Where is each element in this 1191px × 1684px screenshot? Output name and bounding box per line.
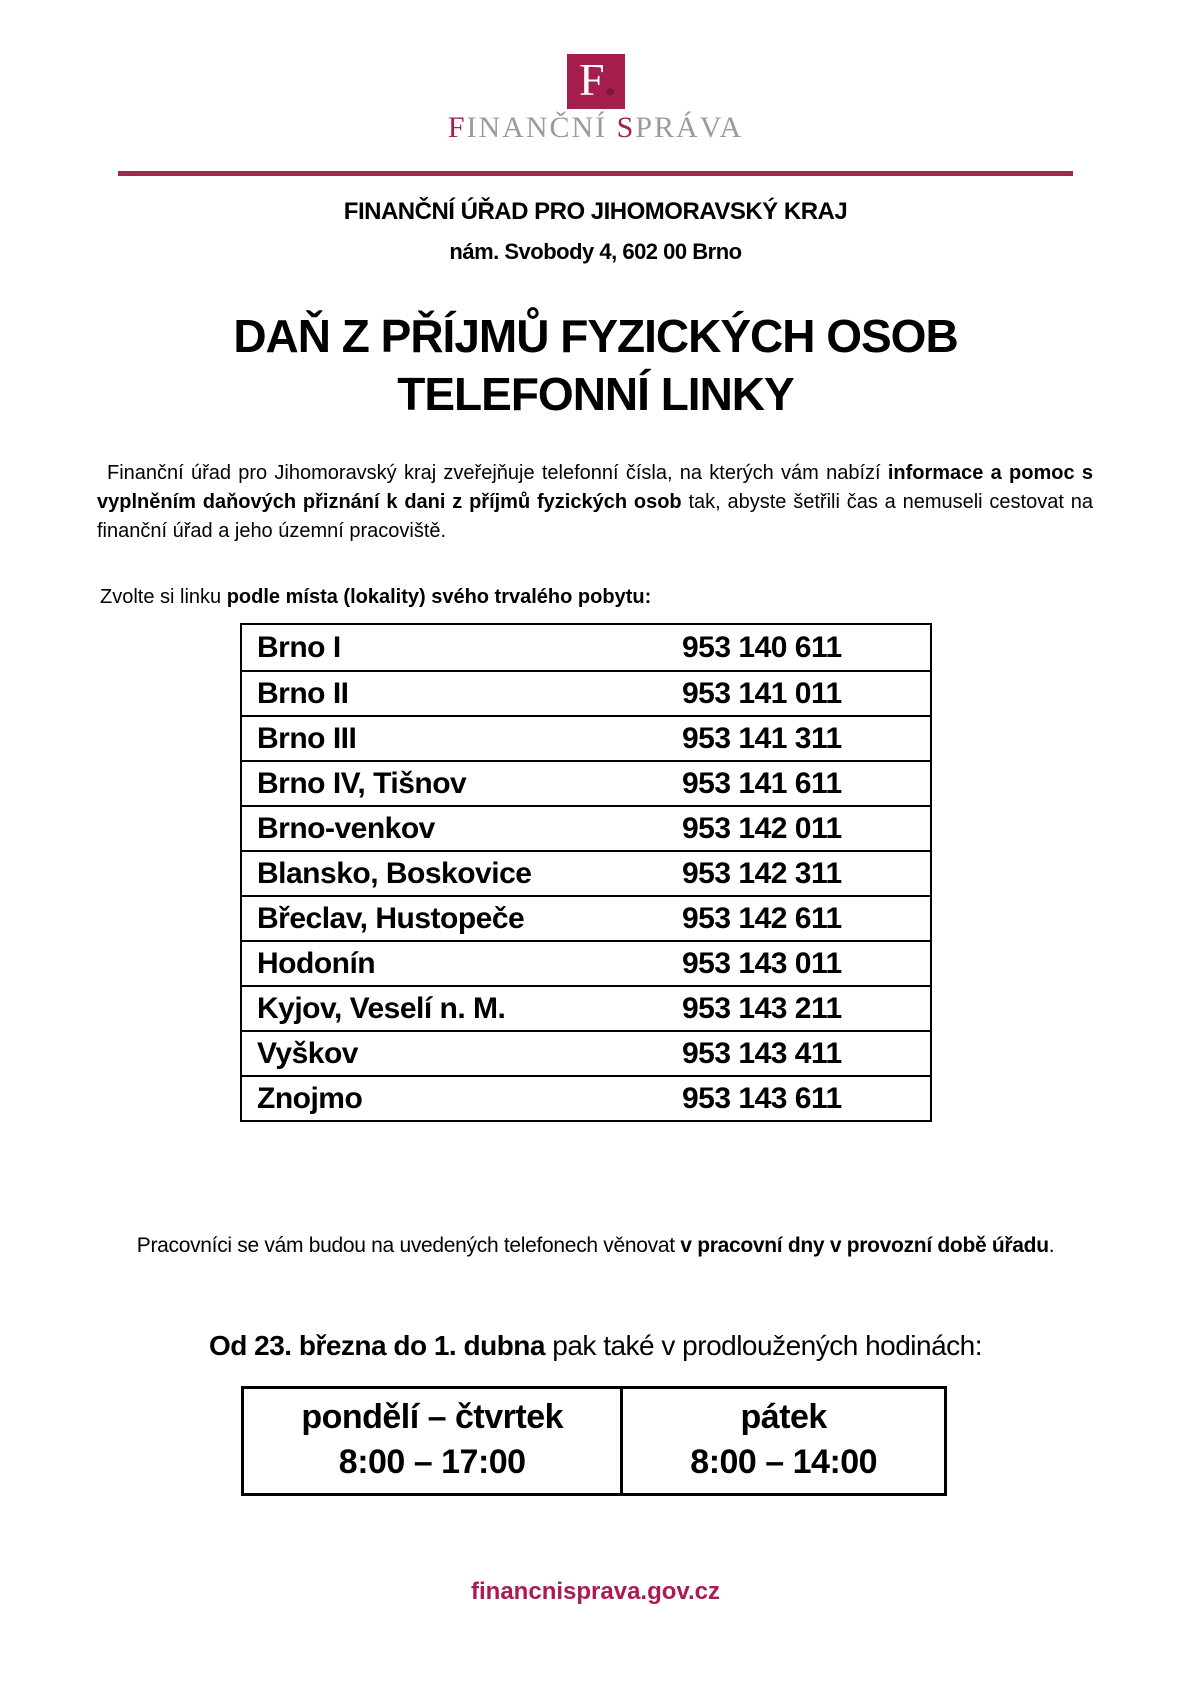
extended-hours-note: Od 23. března do 1. dubna pak také v prodloužených hodinách: [208,1330,983,1361]
phone-cell: 953 142 011 [682,811,842,845]
weekdays-hours: 8:00 – 17:00 [338,1443,526,1481]
office-address: nám. Svobody 4, 602 00 Brno [449,239,742,264]
table-row [242,895,930,940]
location-cell: Vyškov [257,1036,358,1070]
table-row [242,985,930,1030]
hours-table [241,1386,947,1496]
logo-letter: F [578,54,605,105]
phone-cell: 953 143 411 [682,1036,842,1070]
phone-cell: 953 143 011 [682,946,842,980]
hours-cell-friday [623,1389,944,1493]
table-row [242,625,930,670]
location-cell: Brno IV, Tišnov [257,766,467,800]
location-cell: Břeclav, Hustopeče [257,901,525,935]
intro-paragraph: Finanční úřad pro Jihomoravský kraj zveřejňuje telefonní čísla, na kterých vám nabízí informace a pomoc s vyplněním daňových přiznání k dani z příjmů fyzických osob tak, abyste šetřili čas a nemuseli cestovat na finanční úřad a jeho územní pracoviště. [97,462,1094,542]
table-row [242,1030,930,1075]
table-row [242,715,930,760]
staff-note: Pracovníci se vám budou na uvedených telefonech věnovat v pracovní dny v provozní době úřadu. [136,1234,1055,1257]
weekdays-label: pondělí – čtvrtek [301,1398,564,1436]
page-title-line-2: TELEFONNÍ LINKY [397,368,794,420]
friday-hours: 8:00 – 14:00 [690,1443,878,1481]
phone-lines-table [240,623,932,1122]
location-cell: Hodonín [257,946,376,980]
table-row [242,1075,930,1120]
phone-cell: 953 143 611 [682,1081,842,1115]
table-row [242,805,930,850]
phone-cell: 953 142 611 [682,901,842,935]
location-cell: Brno I [257,630,341,664]
table-row [242,760,930,805]
friday-label: pátek [740,1398,827,1436]
phone-cell: 953 141 311 [682,721,842,755]
phone-cell: 953 143 211 [682,991,842,1025]
table-row [242,850,930,895]
brand-text: FINANČNÍ SPRÁVA [447,111,744,144]
location-cell: Znojmo [257,1081,363,1115]
phone-cell: 953 140 611 [682,630,842,664]
table-row [242,940,930,985]
phone-cell: 953 141 011 [682,676,842,710]
location-cell: Blansko, Boskovice [257,856,532,890]
phone-cell: 953 142 311 [682,856,842,890]
location-cell: Brno III [257,721,357,755]
location-cell: Kyjov, Veselí n. M. [257,991,506,1025]
footer [0,1578,1191,1606]
location-cell: Brno II [257,676,349,710]
hours-cell-weekdays [244,1389,623,1493]
phone-cell: 953 141 611 [682,766,842,800]
choose-line: Zvolte si linku podle místa (lokality) svého trvalého pobytu: [100,586,652,608]
header-rule [118,171,1073,176]
page-title [0,307,1191,423]
office-name: FINANČNÍ ÚŘAD PRO JIHOMORAVSKÝ KRAJ [343,198,848,225]
page-title-line-1: DAŇ Z PŘÍJMŮ FYZICKÝCH OSOB [233,310,958,362]
logo-dot: . [604,54,617,105]
logo [0,0,1191,145]
table-row [242,670,930,715]
location-cell: Brno-venkov [257,811,435,845]
footer-link[interactable]: financnisprava.gov.cz [471,1578,720,1605]
financni-sprava-logo-icon [567,54,625,109]
